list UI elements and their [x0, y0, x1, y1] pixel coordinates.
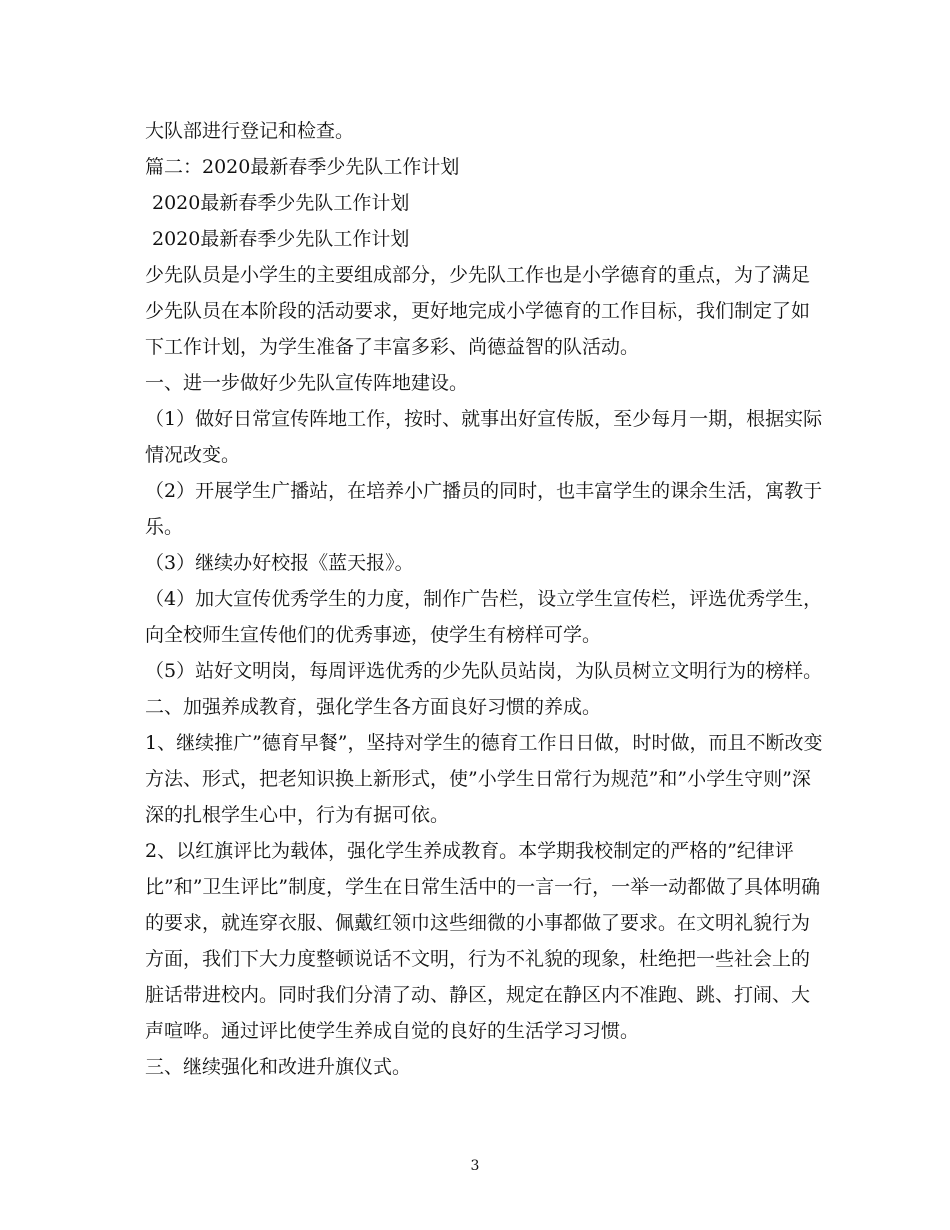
text-line: 脏话带进校内。同时我们分清了动、静区，规定在静区内不准跑、跳、打闹、大 [145, 984, 811, 1006]
text-line: 向全校师生宣传他们的优秀事迹，使学生有榜样可学。 [145, 624, 602, 646]
list-item: 2、以红旗评比为载体，强化学生养成教育。本学期我校制定的严格的”纪律评 [145, 840, 794, 862]
text-line: 少先队员是小学生的主要组成部分，少先队工作也是小学德育的重点，为了满足 [145, 264, 811, 286]
list-item: 1、继续推广”德育早餐”，坚持对学生的德育工作日日做，时时做，而且不断改变 [145, 732, 823, 754]
section-heading: 二、加强养成教育，强化学生各方面良好习惯的养成。 [145, 696, 602, 718]
text-line: 少先队员在本阶段的活动要求，更好地完成小学德育的工作目标，我们制定了如 [145, 300, 811, 322]
text-line: 声喧哗。通过评比使学生养成自觉的良好的生活学习习惯。 [145, 1020, 640, 1042]
text-line: 乐。 [145, 516, 184, 538]
list-item: （4）加大宣传优秀学生的力度，制作广告栏，设立学生宣传栏，评选优秀学生， [145, 588, 823, 610]
list-item: （5）站好文明岗，每周评选优秀的少先队员站岗，为队员树立文明行为的榜样。 [145, 660, 823, 682]
text-line: 方法、形式，把老知识换上新形式，使”小学生日常行为规范”和”小学生守则”深 [145, 768, 811, 790]
page-body [145, 113, 823, 1085]
text-line: 大队部进行登记和检查。 [145, 120, 355, 142]
text-line: 的要求，就连穿衣服、佩戴红领巾这些细微的小事都做了要求。在文明礼貌行为 [145, 912, 811, 934]
section-heading: 三、继续强化和改进升旗仪式。 [145, 1056, 412, 1078]
text-line: 比”和”卫生评比”制度，学生在日常生活中的一言一行，一举一动都做了具体明确 [145, 876, 821, 898]
document-subtitle: 2020最新春季少先队工作计划 [152, 228, 410, 250]
text-line: 方面，我们下大力度整顿说话不文明，行为不礼貌的现象，杜绝把一些社会上的 [145, 948, 811, 970]
section-heading: 篇二：2020最新春季少先队工作计划 [145, 156, 460, 178]
list-item: （2）开展学生广播站，在培养小广播员的同时，也丰富学生的课余生活，寓教于 [145, 480, 823, 502]
text-line: 情况改变。 [145, 444, 241, 466]
section-heading: 一、进一步做好少先队宣传阵地建设。 [145, 372, 469, 394]
text-line: 深的扎根学生心中，行为有据可依。 [145, 804, 450, 826]
document-title: 2020最新春季少先队工作计划 [152, 192, 410, 214]
list-item: （1）做好日常宣传阵地工作，按时、就事出好宣传版，至少每月一期，根据实际 [145, 408, 823, 430]
text-line: 下工作计划，为学生准备了丰富多彩、尚德益智的队活动。 [145, 336, 640, 358]
page-number: 3 [470, 1158, 480, 1174]
list-item: （3）继续办好校报《蓝天报》。 [145, 552, 414, 574]
